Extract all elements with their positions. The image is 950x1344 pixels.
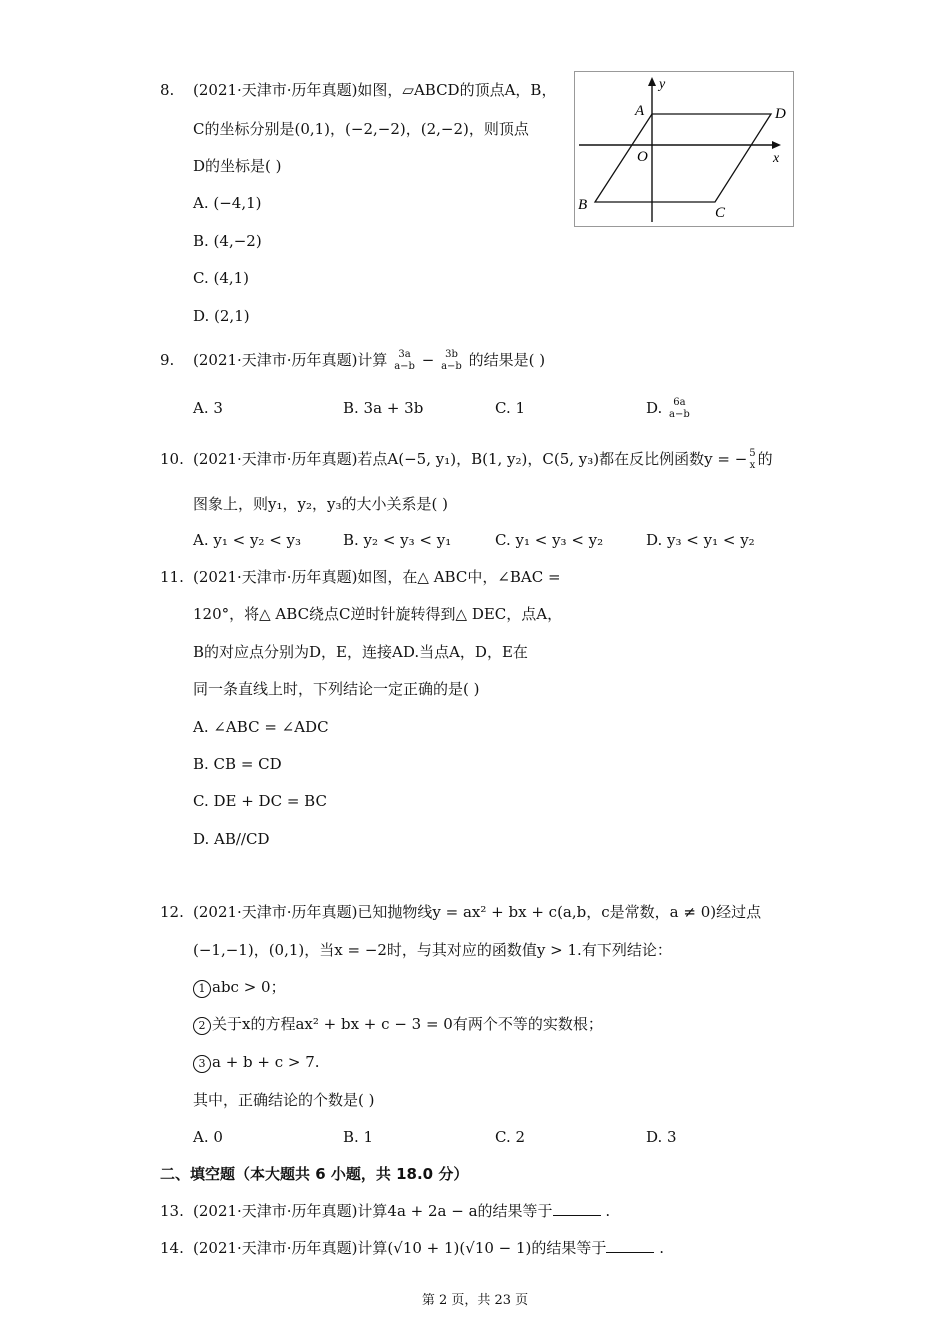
section-2-heading: 二、填空题（本大题共 6 小题，共 18.0 分） bbox=[160, 1165, 469, 1183]
q11-option-d: D. AB//CD bbox=[193, 830, 270, 848]
label-o: O bbox=[637, 149, 648, 165]
q12-conclusion-3-text: a + b + c > 7. bbox=[212, 1053, 320, 1071]
q8-parallelogram-figure bbox=[574, 71, 794, 227]
q9-number: 9. bbox=[160, 351, 175, 369]
q12-conclusion-2-text: 关于x的方程ax² + bx + c − 3 = 0有两个不等的实数根； bbox=[212, 1015, 603, 1033]
q9-option-a: A. 3 bbox=[193, 399, 223, 417]
q11-line3: B的对应点分别为D，E，连接AD.当点A，D，E在 bbox=[193, 643, 528, 661]
q12-conclusion-3-mark: 3 bbox=[193, 1055, 211, 1073]
q10-line1-suffix: 的 bbox=[757, 450, 773, 468]
q12-conclusion-3 bbox=[193, 1052, 320, 1073]
q9-option-c: C. 1 bbox=[495, 399, 526, 417]
q11-line2: 120°，将△ ABC绕点C逆时针旋转得到△ DEC，点A， bbox=[193, 605, 563, 623]
q14-answer-blank bbox=[606, 1238, 654, 1253]
q10-fraction bbox=[749, 448, 755, 472]
q14-stem bbox=[193, 1238, 664, 1258]
q9-option-d-fraction bbox=[669, 397, 690, 421]
q12-option-c: C. 2 bbox=[495, 1128, 526, 1146]
q9-optd-den: a−b bbox=[669, 409, 690, 420]
q9-frac2-num: 3b bbox=[445, 349, 458, 360]
q9-option-d-label: D. bbox=[646, 399, 663, 417]
x-axis-arrow bbox=[772, 141, 781, 149]
q11-option-c: C. DE + DC = BC bbox=[193, 792, 327, 810]
page-footer: 第 2 页，共 23 页 bbox=[421, 1293, 529, 1308]
q8-line3: D的坐标是( ) bbox=[193, 157, 282, 175]
label-y: y bbox=[659, 77, 666, 92]
q9-frac1-den: a−b bbox=[394, 361, 415, 372]
label-b: B bbox=[578, 197, 588, 213]
q8-line2: C的坐标分别是(0,1)，(−2,−2)，(2,−2)，则顶点 bbox=[193, 120, 529, 138]
q11-option-b: B. CB = CD bbox=[193, 755, 282, 773]
q9-fraction-1 bbox=[394, 349, 415, 373]
q10-line1 bbox=[193, 443, 773, 475]
q11-number: 11. bbox=[160, 568, 184, 586]
q12-option-b: B. 1 bbox=[343, 1128, 374, 1146]
q10-number: 10. bbox=[160, 450, 184, 468]
q12-conclusion-2-mark: 2 bbox=[193, 1017, 211, 1035]
q14-prefix: (2021·天津市·历年真题)计算(√10 + 1)(√10 − 1)的结果等于 bbox=[193, 1239, 607, 1257]
q10-line2: 图象上，则y₁，y₂，y₃的大小关系是( ) bbox=[193, 495, 448, 513]
q10-option-d: D. y₃ < y₁ < y₂ bbox=[646, 531, 755, 549]
q8-option-b: B. (4,−2) bbox=[193, 232, 262, 250]
q9-option-d bbox=[646, 392, 692, 424]
q12-conclusion-2 bbox=[193, 1014, 603, 1035]
q14-suffix: . bbox=[654, 1239, 664, 1257]
q10-option-c: C. y₁ < y₃ < y₂ bbox=[495, 531, 604, 549]
q12-conclusion-1 bbox=[193, 977, 286, 998]
y-axis-arrow bbox=[648, 77, 656, 86]
q12-option-d: D. 3 bbox=[646, 1128, 677, 1146]
q9-frac1-num: 3a bbox=[398, 349, 411, 360]
q13-suffix: . bbox=[600, 1202, 611, 1220]
label-a: A bbox=[635, 103, 645, 119]
q8-option-d: D. (2,1) bbox=[193, 307, 250, 325]
q13-answer-blank bbox=[553, 1201, 601, 1216]
q9-option-b: B. 3a + 3b bbox=[343, 399, 424, 417]
q9-suffix: 的结果是( ) bbox=[468, 351, 546, 369]
q11-line1: (2021·天津市·历年真题)如图，在△ ABC中，∠BAC = bbox=[193, 568, 561, 586]
q8-line1: (2021·天津市·历年真题)如图，▱ABCD的顶点A，B， bbox=[193, 81, 557, 99]
q9-stem bbox=[193, 344, 545, 376]
q11-option-a: A. ∠ABC = ∠ADC bbox=[193, 718, 329, 736]
q12-number: 12. bbox=[160, 903, 184, 921]
q12-conclusion-1-text: abc > 0； bbox=[212, 978, 286, 996]
parallelogram-abcd bbox=[595, 114, 771, 202]
q10-line1-prefix: (2021·天津市·历年真题)若点A(−5, y₁)，B(1, y₂)，C(5, y₃)都在反比例函数y = − bbox=[193, 450, 748, 468]
q10-option-b: B. y₂ < y₃ < y₁ bbox=[343, 531, 452, 549]
label-c: C bbox=[715, 205, 726, 221]
q9-prefix: (2021·天津市·历年真题)计算 bbox=[193, 351, 388, 369]
q9-fraction-2 bbox=[441, 349, 462, 373]
q9-optd-num: 6a bbox=[673, 397, 686, 408]
q9-minus: − bbox=[421, 351, 435, 369]
q11-line4: 同一条直线上时，下列结论一定正确的是( ) bbox=[193, 680, 480, 698]
parallelogram-diagram bbox=[575, 72, 793, 226]
q13-prefix: (2021·天津市·历年真题)计算4a + 2a − a的结果等于 bbox=[193, 1202, 553, 1220]
q13-stem bbox=[193, 1201, 610, 1221]
q8-option-c: C. (4,1) bbox=[193, 269, 250, 287]
q10-option-a: A. y₁ < y₂ < y₃ bbox=[193, 531, 302, 549]
q14-number: 14. bbox=[160, 1239, 184, 1257]
q9-frac2-den: a−b bbox=[441, 361, 462, 372]
q10-frac-den: x bbox=[749, 460, 756, 471]
q12-conclusion-1-mark: 1 bbox=[193, 980, 211, 998]
label-d: D bbox=[775, 106, 786, 122]
q10-frac-num: 5 bbox=[749, 448, 756, 459]
q12-line6: 其中，正确结论的个数是( ) bbox=[193, 1091, 375, 1109]
q8-number: 8. bbox=[160, 81, 175, 99]
label-x: x bbox=[773, 151, 780, 166]
q12-line1: (2021·天津市·历年真题)已知抛物线y = ax² + bx + c(a,b，c是常数，a ≠ 0)经过点 bbox=[193, 903, 762, 921]
q12-option-a: A. 0 bbox=[193, 1128, 223, 1146]
q12-line2: (−1,−1)，(0,1)，当x = −2时，与其对应的函数值y > 1.有下列结论： bbox=[193, 941, 672, 959]
q13-number: 13. bbox=[160, 1202, 184, 1220]
q8-option-a: A. (−4,1) bbox=[193, 194, 262, 212]
